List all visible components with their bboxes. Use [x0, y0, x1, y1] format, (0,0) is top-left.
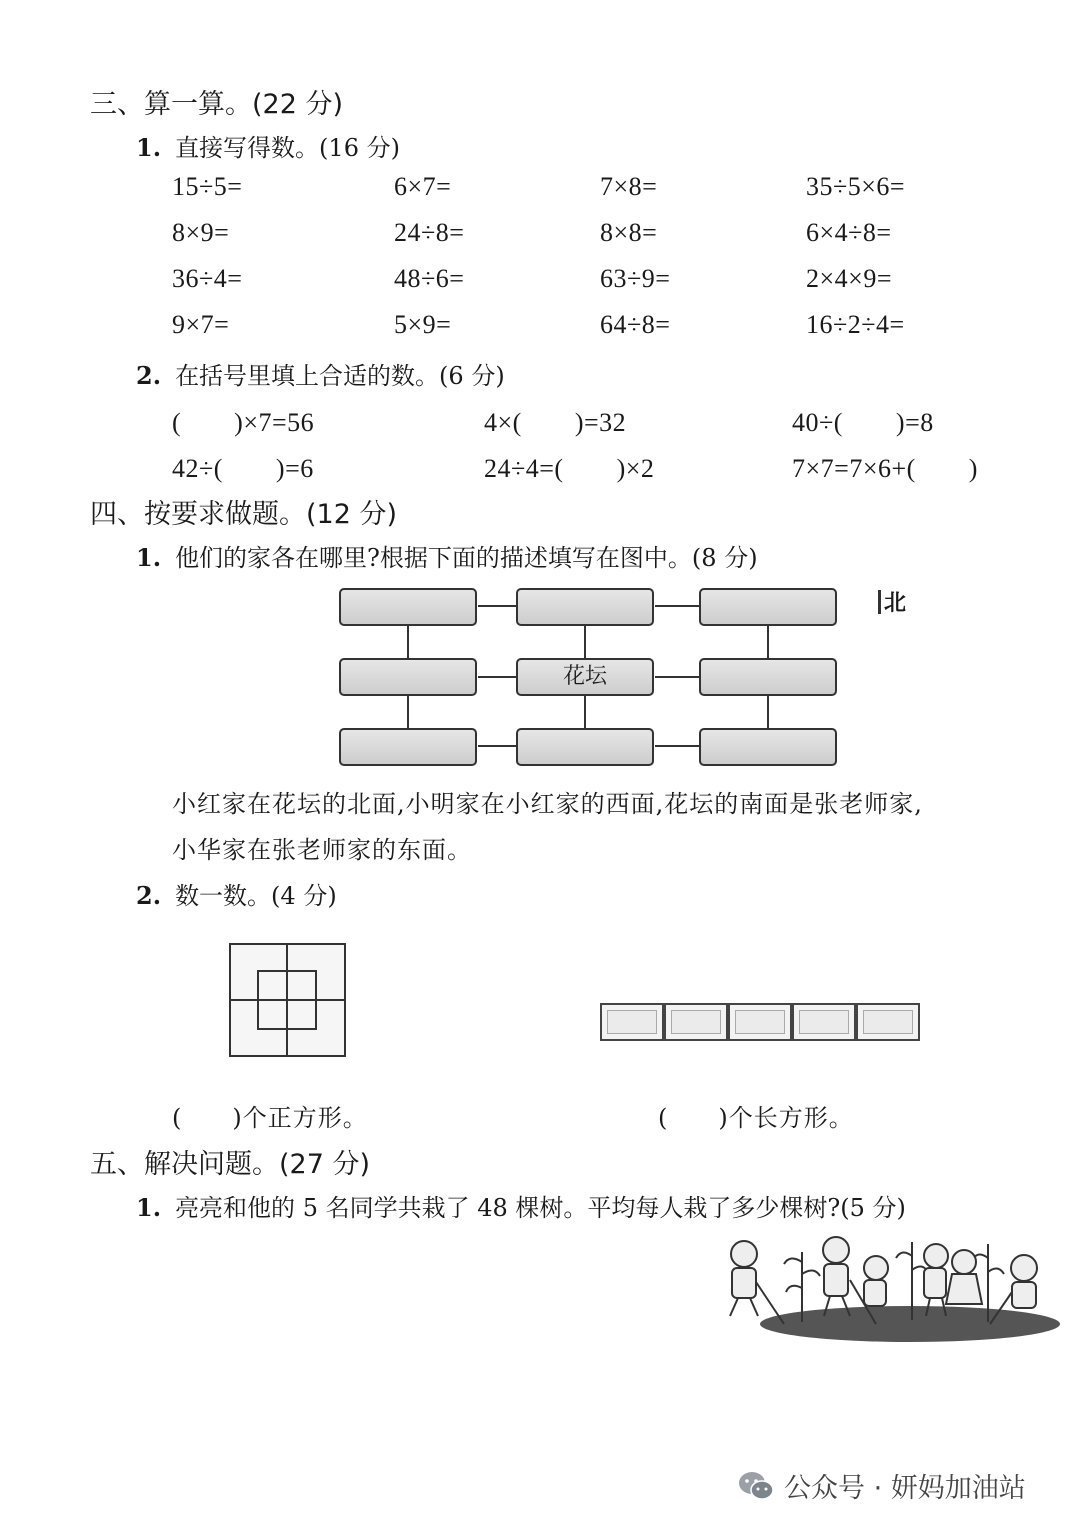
calc-cell: 8×8= [600, 218, 658, 247]
answer-rectangles: ( )个长方形。 [658, 1104, 854, 1132]
fill-blank-cell: 42÷( )=6 [172, 454, 314, 483]
calc-cell: 24÷8= [394, 218, 465, 247]
connector [655, 605, 699, 607]
q-text: 亮亮和他的 5 名同学共栽了 48 棵树。平均每人栽了多少棵树?(5 分) [175, 1194, 906, 1222]
strip-segment [600, 1003, 664, 1041]
tree-planting-illustration [700, 1232, 1074, 1344]
calc-cell: 36÷4= [172, 264, 243, 293]
section4-title: 四、按要求做题。(12 分) [90, 499, 398, 530]
calc-cell: 7×8= [600, 172, 658, 201]
q-text: 在括号里填上合适的数。(6 分) [175, 362, 505, 390]
connector [655, 676, 699, 678]
watermark-text: 公众号 · 妍妈加油站 [784, 1473, 1026, 1504]
q-text: 直接写得数。(16 分) [175, 134, 400, 162]
fill-blank-cell: 40÷( )=8 [792, 408, 934, 437]
calc-cell: 2×4×9= [806, 264, 892, 293]
calc-cell: 48÷6= [394, 264, 465, 293]
connector [407, 696, 409, 728]
connector [767, 696, 769, 728]
fill-blank-cell: 24÷4=( )×2 [484, 454, 655, 483]
map-box [516, 728, 654, 766]
connector [478, 605, 516, 607]
map-box [339, 588, 477, 626]
fill-blank-cell: 7×7=7×6+( ) [792, 454, 978, 483]
map-box [699, 658, 837, 696]
calc-cell: 6×4÷8= [806, 218, 892, 247]
calc-cell: 64÷8= [600, 310, 671, 339]
connector [584, 626, 586, 658]
q-text: 他们的家各在哪里?根据下面的描述填写在图中。(8 分) [175, 544, 758, 572]
watermark [738, 1466, 1026, 1505]
answer-squares: ( )个正方形。 [172, 1104, 368, 1132]
q-number: 1. [136, 1193, 162, 1222]
section3-title: 三、算一算。(22 分) [90, 89, 344, 120]
connector [767, 626, 769, 658]
calc-cell: 15÷5= [172, 172, 243, 201]
calc-cell: 5×9= [394, 310, 452, 339]
wechat-icon [738, 1470, 774, 1502]
q-number: 1. [136, 133, 162, 162]
map-box [339, 658, 477, 696]
q-number: 1. [136, 543, 162, 572]
section5-q1 [136, 1188, 906, 1223]
section3-q2 [136, 356, 505, 391]
description-line: 小华家在张老师家的东面。 [172, 836, 472, 864]
calc-cell: 63÷9= [600, 264, 671, 293]
calc-cell: 16÷2÷4= [806, 310, 905, 339]
connector [584, 696, 586, 728]
connector [407, 626, 409, 658]
section5-title: 五、解决问题。(27 分) [90, 1149, 371, 1180]
strip-segment [728, 1003, 792, 1041]
q-text: 数一数。(4 分) [175, 882, 337, 910]
strip-segment [856, 1003, 920, 1041]
strip-segment [792, 1003, 856, 1041]
calc-cell: 8×9= [172, 218, 230, 247]
fill-blank-cell: ( )×7=56 [172, 408, 315, 437]
strip-segment [664, 1003, 728, 1041]
section4-q1 [136, 538, 758, 573]
flower-bed-box: 花坛 [516, 658, 654, 696]
map-box [516, 588, 654, 626]
section3-q1 [136, 128, 400, 163]
calc-cell: 35÷5×6= [806, 172, 906, 201]
q-number: 2. [136, 361, 162, 390]
connector [478, 676, 516, 678]
calc-cell: 9×7= [172, 310, 230, 339]
north-label: 北 [884, 591, 907, 616]
section4-q2 [136, 876, 337, 911]
map-box [699, 588, 837, 626]
map-box [699, 728, 837, 766]
connector [655, 745, 699, 747]
q-number: 2. [136, 881, 162, 910]
map-box [339, 728, 477, 766]
description-line: 小红家在花坛的北面,小明家在小红家的西面,花坛的南面是张老师家, [172, 790, 923, 818]
north-arrow-icon [878, 590, 881, 614]
calc-cell: 6×7= [394, 172, 452, 201]
fill-blank-cell: 4×( )=32 [484, 408, 627, 437]
connector [478, 745, 516, 747]
square-figure [226, 940, 350, 1062]
